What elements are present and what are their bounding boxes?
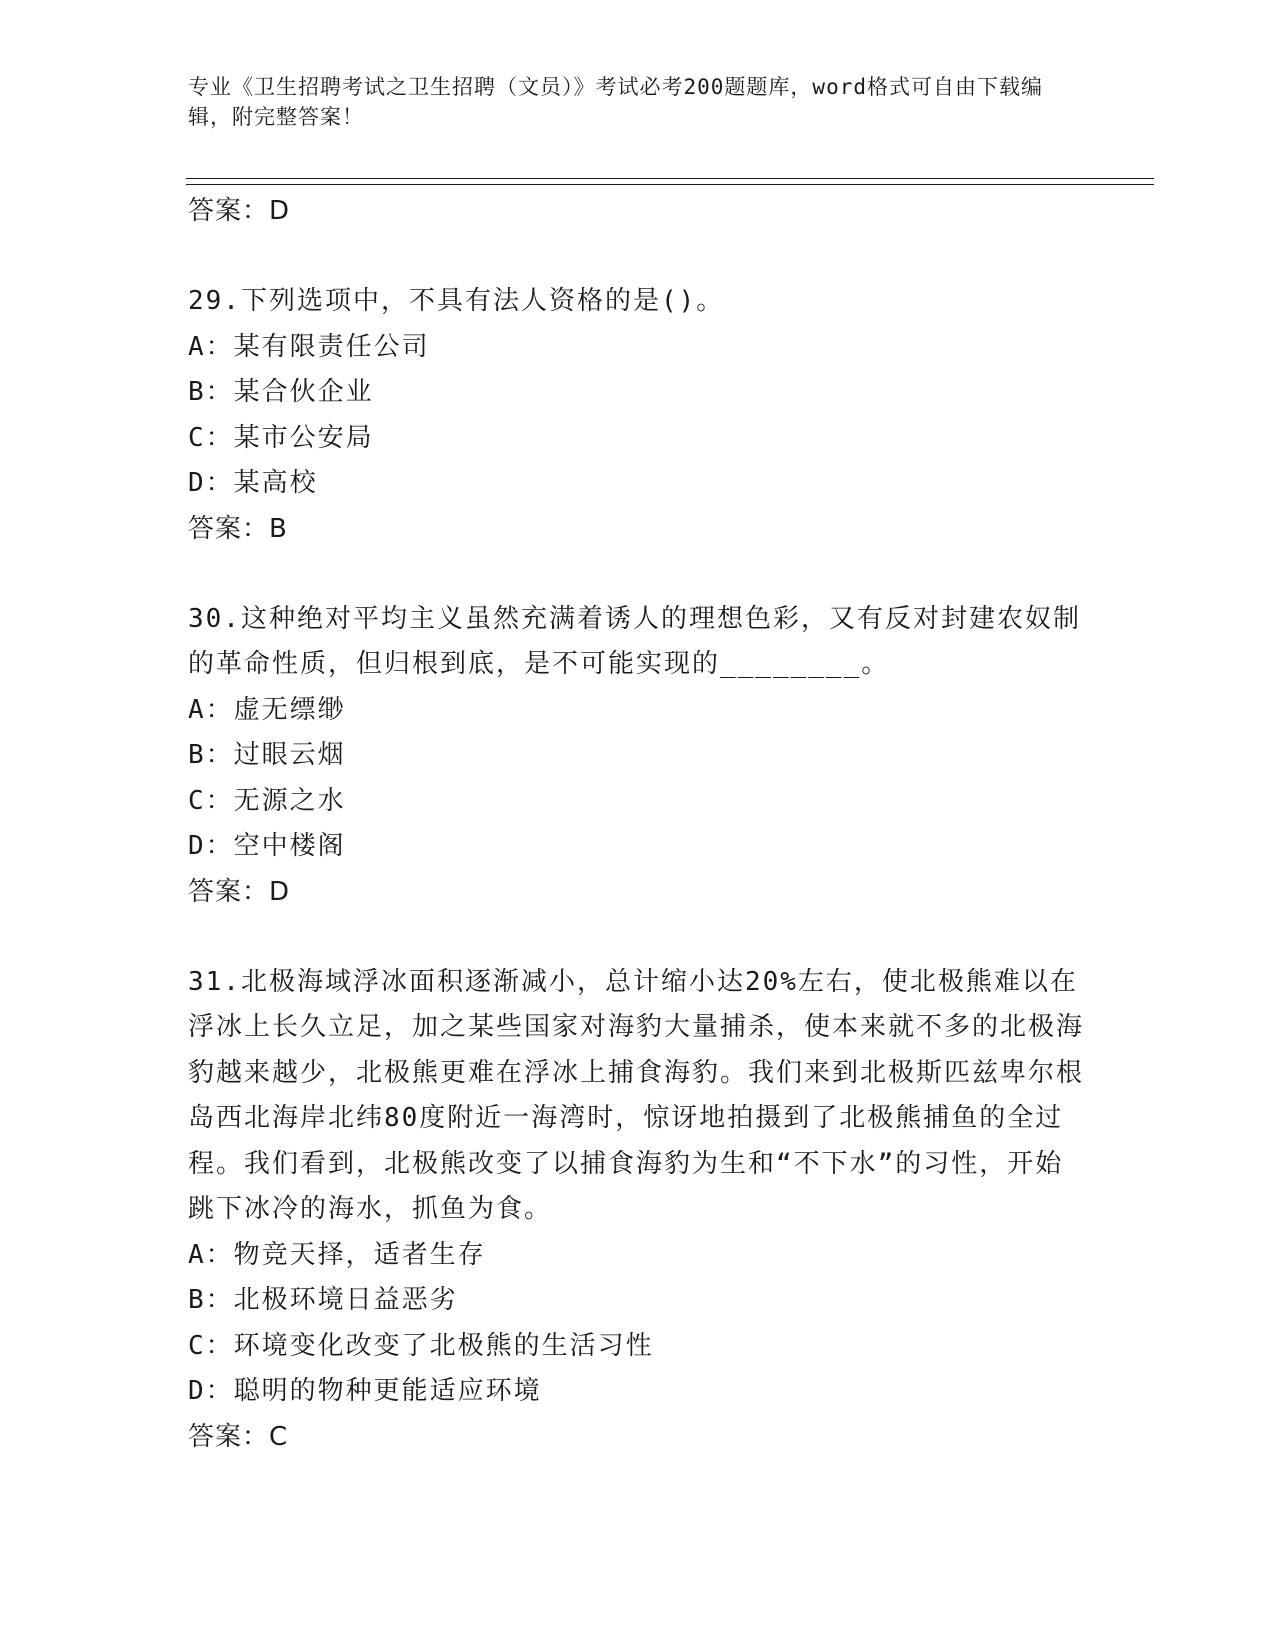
option-a: A：某有限责任公司 bbox=[188, 331, 430, 362]
previous-answer: 答案：D bbox=[188, 196, 291, 226]
question-text: 29.下列选项中，不具有法人资格的是()。 bbox=[188, 286, 725, 316]
question-31 bbox=[188, 960, 1088, 1460]
option-a: A：物竞天择，适者生存 bbox=[188, 1239, 486, 1270]
option-a: A：虚无缥缈 bbox=[188, 694, 346, 725]
option-b: B：过眼云烟 bbox=[188, 740, 346, 770]
option-d: D：空中楼阁 bbox=[188, 831, 346, 861]
option-b: B：北极环境日益恶劣 bbox=[188, 1285, 458, 1315]
option-c: C：某市公安局 bbox=[188, 422, 374, 453]
option-d: D：某高校 bbox=[188, 468, 318, 498]
question-29 bbox=[188, 279, 1088, 552]
answer: 答案：B bbox=[188, 513, 288, 544]
option-c: C：环境变化改变了北极熊的生活习性 bbox=[188, 1330, 654, 1361]
document-body bbox=[188, 189, 1088, 1460]
page-header: 专业《卫生招聘考试之卫生招聘（文员）》考试必考200题题库，word格式可自由下载编辑，附完整答案！ bbox=[188, 75, 1043, 129]
option-d: D：聪明的物种更能适应环境 bbox=[188, 1376, 542, 1406]
option-b: B：某合伙企业 bbox=[188, 377, 374, 407]
question-text: 31.北极海域浮冰面积逐渐减小，总计缩小达20%左右，使北极熊难以在浮冰上长久立足，加之某些国家对海豹大量捕杀，使本来就不多的北极海豹越来越少，北极熊更难在浮冰上捕食海豹。我们来到北极斯匹兹卑尔根岛西北海岸北纬80度附近一海湾时，惊讶地拍摄到了北极熊捕鱼的全过程。我们看到，北极熊改变了以捕食海豹为生和“不下水”的习性，开始跳下冰冷的海水，抓鱼为食。 bbox=[188, 966, 1085, 1224]
answer: 答案：C bbox=[188, 1421, 289, 1452]
header-divider bbox=[186, 178, 1154, 185]
answer: 答案：D bbox=[188, 876, 291, 907]
question-30 bbox=[188, 597, 1088, 915]
option-c: C：无源之水 bbox=[188, 785, 346, 816]
question-text: 30.这种绝对平均主义虽然充满着诱人的理想色彩，又有反对封建农奴制的革命性质，但归根到底，是不可能实现的________。 bbox=[188, 603, 1081, 679]
